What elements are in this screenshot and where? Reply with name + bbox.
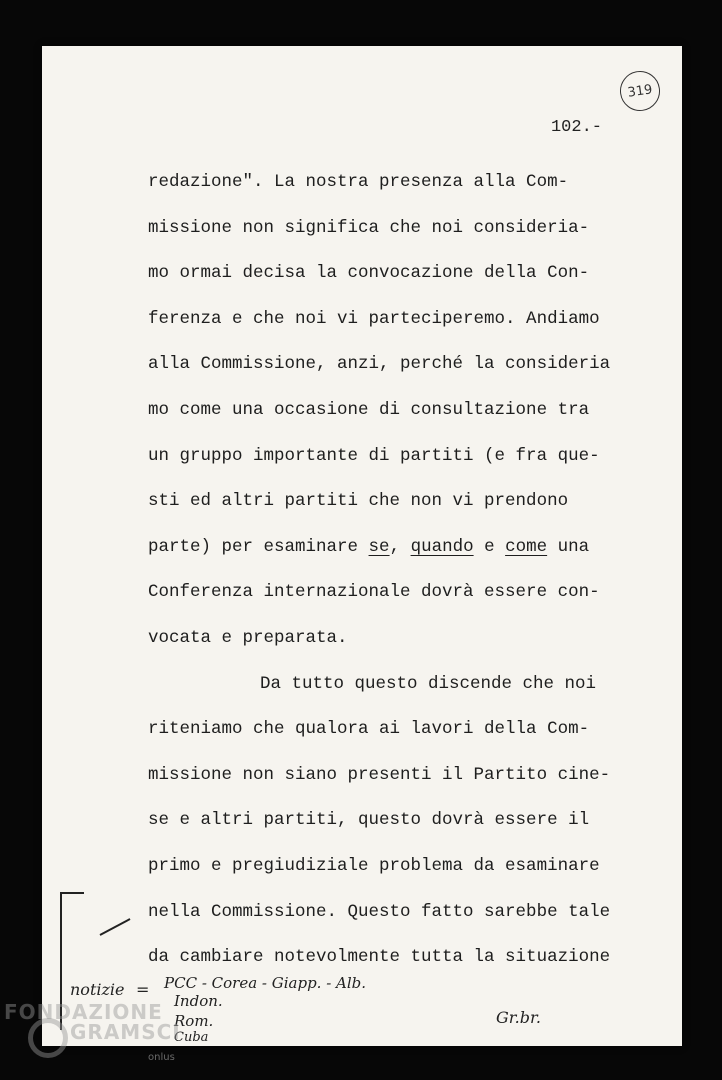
watermark-fondazione: FONDAZIONE [4, 1000, 163, 1024]
underlined-word-se: se [368, 536, 390, 557]
text-fragment: e [473, 536, 506, 557]
text-fragment: , [389, 536, 411, 557]
text-fragment: parte) per esaminare [148, 536, 369, 557]
handwritten-note-rom: Rom. [174, 1012, 214, 1030]
handwritten-notes-label: notizie [70, 980, 125, 999]
text-line: alla Commissione, anzi, perché la consideria [148, 354, 611, 375]
handwritten-note-cuba: Cuba [174, 1030, 209, 1045]
text-line: Conferenza internazionale dovrà essere con- [148, 582, 600, 603]
page-number: 102.- [550, 118, 602, 137]
handwritten-signature: Gr.br. [496, 1008, 541, 1027]
text-line: un gruppo importante di partiti (e fra que- [148, 445, 600, 466]
underlined-word-come: come [505, 536, 548, 557]
handwritten-notes-countries: PCC - Corea - Giapp. - Alb. [164, 974, 367, 992]
text-line: riteniamo che qualora ai lavori della Com- [148, 719, 590, 740]
text-line: ferenza e che noi vi parteciperemo. Andiamo [148, 308, 600, 329]
typed-text-body [148, 160, 668, 981]
watermark-logo-icon [28, 1018, 68, 1058]
text-line: redazione". La nostra presenza alla Com- [148, 172, 569, 192]
watermark-onlus: onlus [148, 1052, 175, 1063]
text-line: mo come una occasione di consultazione tra [148, 399, 590, 420]
watermark-gramsci: GRAMSCI [70, 1020, 181, 1044]
text-line: mo ormai decisa la convocazione della Con- [148, 263, 590, 284]
text-line-indented: Da tutto questo discende che noi [260, 673, 597, 694]
text-line: vocata e preparata. [148, 627, 348, 648]
archive-stamp-number: 319 [617, 68, 662, 113]
margin-tick-mark [100, 918, 131, 936]
text-line: nella Commissione. Questo fatto sarebbe tale [148, 901, 611, 922]
underlined-word-quando: quando [410, 536, 474, 557]
text-line: se e altri partiti, questo dovrà essere il [148, 810, 590, 831]
text-line: primo e pregiudiziale problema da esaminare [148, 855, 600, 876]
handwritten-note-indon: Indon. [174, 992, 223, 1010]
document-page [42, 46, 682, 1046]
text-line: missione non significa che noi consideria- [148, 217, 590, 238]
handwritten-equals: = [136, 980, 150, 999]
text-line: da cambiare notevolmente tutta la situazione [148, 947, 611, 968]
text-fragment: una [547, 536, 590, 557]
text-line: missione non siano presenti il Partito cine- [148, 764, 611, 785]
text-line: sti ed altri partiti che non vi prendono [148, 491, 569, 512]
text-line-underlined [148, 525, 668, 571]
